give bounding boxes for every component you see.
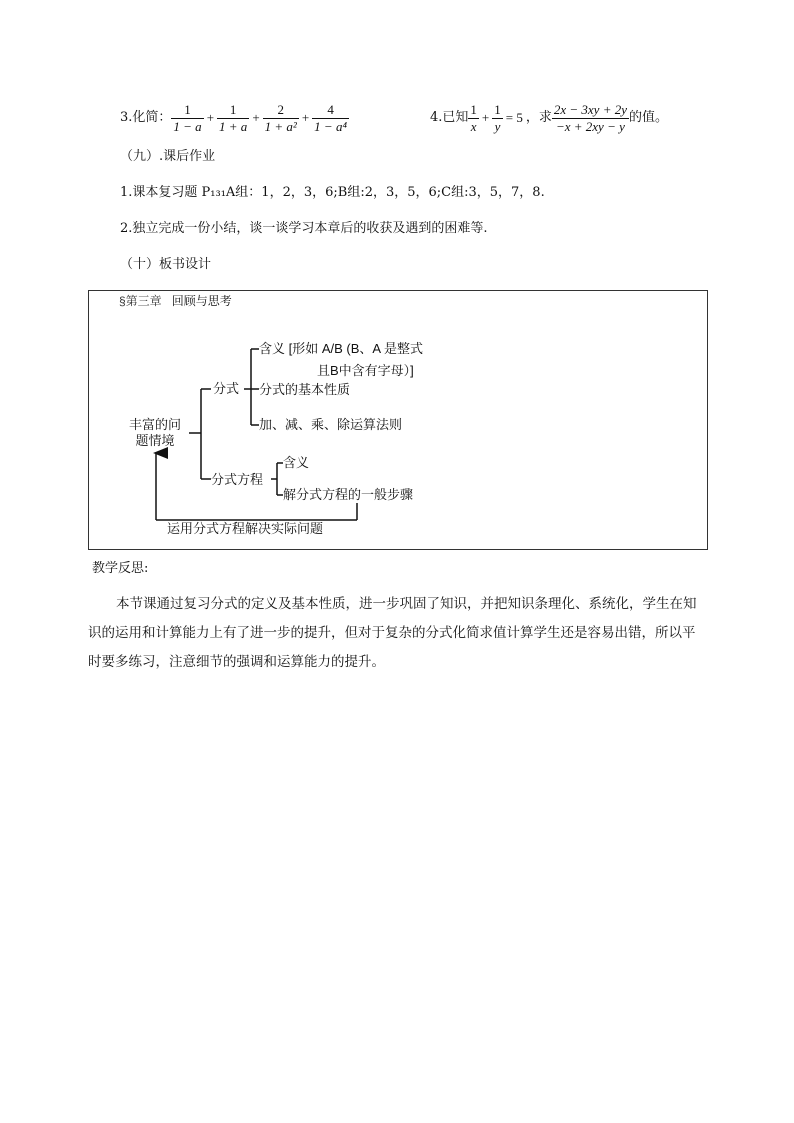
reflection-heading: 教学反思: xyxy=(92,561,149,576)
branch-fenshi: 分式 xyxy=(213,381,240,396)
homework-item-1: 1.课本复习题 P₁₃₁A组：1，2，3，6;B组:2，3，5，6;C组:3，5，7，8. xyxy=(120,185,545,200)
equation-rhs: = 5 xyxy=(505,110,523,125)
branch1-item-definition-cont: 且B中含有字母）] xyxy=(317,363,414,378)
plus-sign: + xyxy=(206,110,215,125)
reflection-body: 本节课通过复习分式的定义及基本性质，进一步巩固了知识，并把知识条理化、系统化，学生在知识的运用和计算能力上有了进一步的提升，但对于复杂的分式化简求值计算学生还是容易出错，所以平时要多练习，注意细节的强调和运算能力的提升。 xyxy=(88,596,697,670)
exercise-3 xyxy=(120,98,349,138)
branch2-item-definition: 含义 xyxy=(283,455,310,470)
exercise-4-label: 4.已知 xyxy=(430,110,469,125)
fraction-term: $\frac{4}{\text{1 − a⁴}}$ xyxy=(314,101,347,134)
chapter-label: §第三章 回顾与思考 xyxy=(119,294,232,308)
exercise-4-tail: 的值。 xyxy=(628,110,668,125)
root-node: 丰富的问 题情境 xyxy=(129,417,182,448)
exercise-3-label: 3.化简： xyxy=(120,110,172,125)
branch2-item-steps: 解分式方程的一般步骤 xyxy=(283,487,414,502)
plus-sign: + xyxy=(252,110,260,125)
fraction-term: $\frac{2}{\text{1 + a²}}$ xyxy=(264,101,297,134)
fraction-term: $\frac{1}{1 - a}$ xyxy=(173,101,202,134)
plus-sign: + xyxy=(481,110,490,125)
exercise-4-ask: ，求 xyxy=(525,110,552,125)
board-design-box xyxy=(88,290,708,550)
feedback-label: 运用分式方程解决实际问题 xyxy=(167,521,324,536)
board-design-heading: （十）板书设计 xyxy=(120,257,212,272)
branch1-item-operations: 加、减、乘、除运算法则 xyxy=(259,417,403,432)
homework-heading: （九）.课后作业 xyxy=(120,149,216,164)
branch-fenshi-fangcheng: 分式方程 xyxy=(211,472,264,487)
homework-item-2: 2.独立完成一份小结，谈一谈学习本章后的收获及遇到的困难等. xyxy=(120,221,488,236)
fraction-one-over-y: $\frac{1}{y}$ xyxy=(494,101,501,134)
branch1-item-definition: 含义 [形如 A/B (B、A 是整式 xyxy=(259,341,423,356)
fraction-one-over-x: $\frac{1}{x}$ xyxy=(470,101,477,134)
target-fraction: $\frac{2x - 3xy + 2y}{-x + 2xy - y}$ xyxy=(553,101,627,134)
exercise-4 xyxy=(430,98,668,138)
plus-sign: + xyxy=(301,110,310,125)
branch1-item-properties: 分式的基本性质 xyxy=(259,382,351,397)
fraction-term: $\frac{1}{1 + a}$ xyxy=(219,101,248,134)
